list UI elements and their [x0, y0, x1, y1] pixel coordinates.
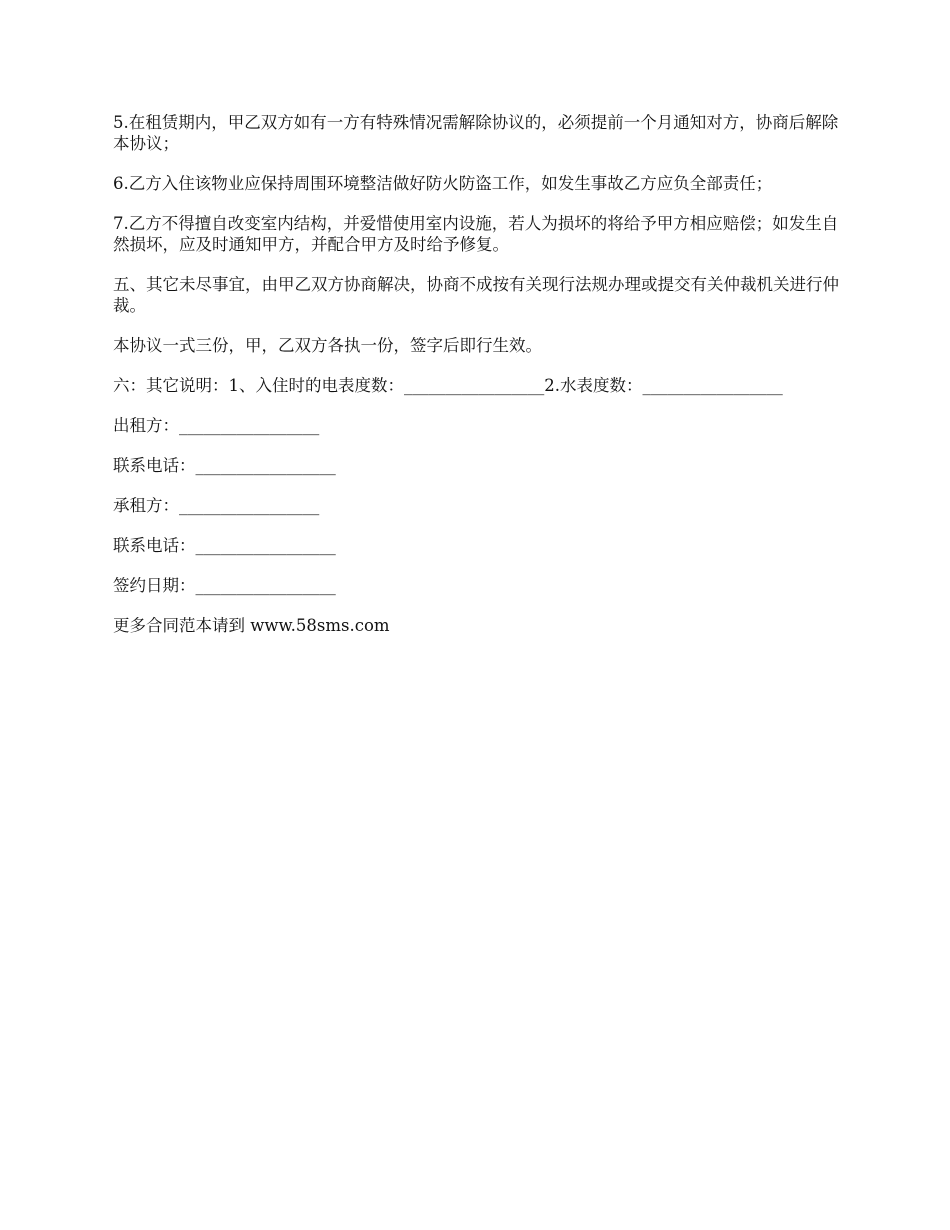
clause-5: 5.在租赁期内，甲乙双方如有一方有特殊情况需解除协议的，必须提前一个月通知对方，协商后解除本协议； — [113, 113, 839, 153]
clause-other-matters: 五、其它未尽事宜，由甲乙双方协商解决，协商不成按有关现行法规办理或提交有关仲裁机关进行仲裁。 — [113, 275, 839, 315]
copies-statement: 本协议一式三份，甲，乙双方各执一份，签字后即行生效。 — [113, 336, 542, 355]
sign-date-line: 签约日期：_________________ — [113, 576, 336, 595]
clause-7: 7.乙方不得擅自改变室内结构，并爱惜使用室内设施，若人为损坏的将给予甲方相应赔偿；如发生自然损坏，应及时通知甲方，并配合甲方及时给予修复。 — [113, 214, 839, 254]
lessor-phone-line: 联系电话：_________________ — [113, 456, 336, 475]
lessor-line: 出租方：_________________ — [113, 416, 320, 435]
other-notes-meter-readings: 六：其它说明：1、入住时的电表度数：_________________2.水表度数：_________________ — [113, 376, 783, 395]
lessee-phone-line: 联系电话：_________________ — [113, 536, 336, 555]
lessee-line: 承租方：_________________ — [113, 496, 320, 515]
footer-more-templates: 更多合同范本请到 www.58sms.com — [113, 616, 390, 635]
clause-6: 6.乙方入住该物业应保持周围环境整洁做好防火防盗工作，如发生事故乙方应负全部责任； — [113, 174, 773, 193]
document-page — [113, 112, 848, 655]
